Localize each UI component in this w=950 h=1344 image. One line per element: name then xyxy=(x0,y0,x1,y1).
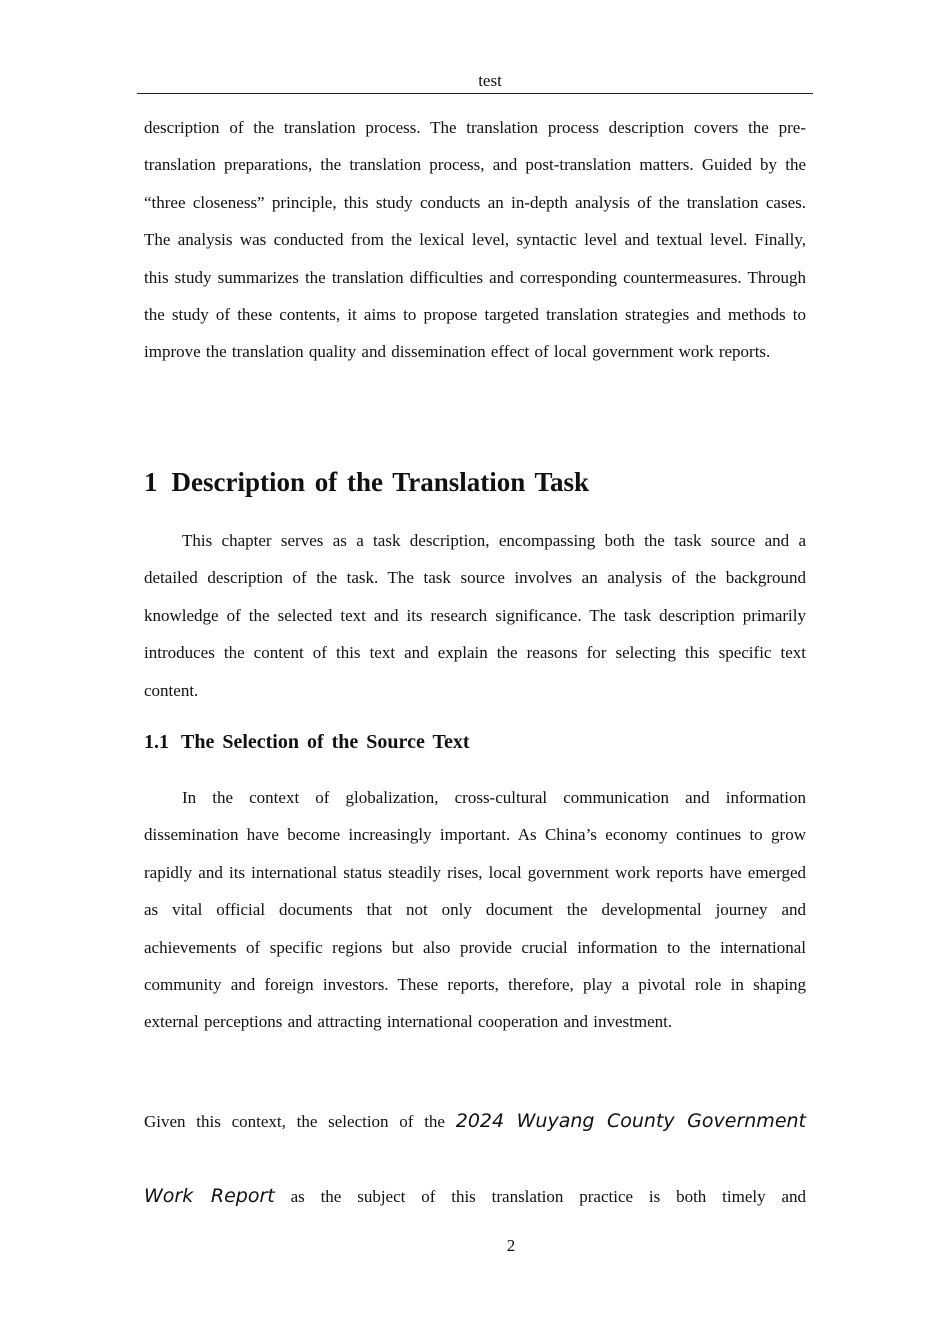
section-title: The Selection of the Source Text xyxy=(181,731,470,753)
chapter-paragraph: This chapter serves as a task description, encompassing both the task source and a detailed description of the task. The task source involves an analysis of the background knowledge of the selected text and its research significance. The task description primarily introduces the content of this text and explain the reasons for selecting this specific text content. xyxy=(144,531,806,700)
section-line-a xyxy=(144,1106,806,1137)
section-heading xyxy=(144,728,470,756)
line-a-text: Given this context, the selection of the xyxy=(144,1112,456,1131)
section-line-b xyxy=(144,1181,806,1212)
section-paragraph: In the context of globalization, cross-cultural communication and information dissemination have become increasingly important. As China’s economy continues to grow rapidly and its international status steadily rises, local government work reports have emerged as vital official documents that not only document the developmental journey and achievements of specific regions but also provide crucial information to the international community and foreign investors. These reports, therefore, play a pivotal role in shaping external perceptions and attracting international cooperation and investment. xyxy=(144,788,806,1032)
report-title-part1: 2024 Wuyang County Government xyxy=(455,1110,806,1132)
section-number: 1.1 xyxy=(144,731,169,753)
page-number: 2 xyxy=(506,1236,516,1255)
running-header: test xyxy=(478,71,502,90)
chapter-number: 1 xyxy=(144,467,158,497)
chapter-title: Description of the Translation Task xyxy=(171,467,590,497)
line-b-text: as the subject of this translation practice is both timely and xyxy=(274,1187,807,1206)
chapter-heading xyxy=(144,462,589,502)
report-title-part2: Work Report xyxy=(144,1185,275,1207)
header-divider xyxy=(137,93,813,94)
intro-paragraph: description of the translation process. The translation process description covers the pre-translation preparations, the translation process, and post-translation matters. Guided by the “three closeness” principle, this study conducts an in-depth analysis of the translation cases. The analysis was conducted from the lexical level, syntactic level and textual level. Finally, this study summarizes the translation difficulties and corresponding countermeasures. Through the study of these contents, it aims to propose targeted translation strategies and methods to improve the translation quality and dissemination effect of local government work reports. xyxy=(144,118,806,362)
